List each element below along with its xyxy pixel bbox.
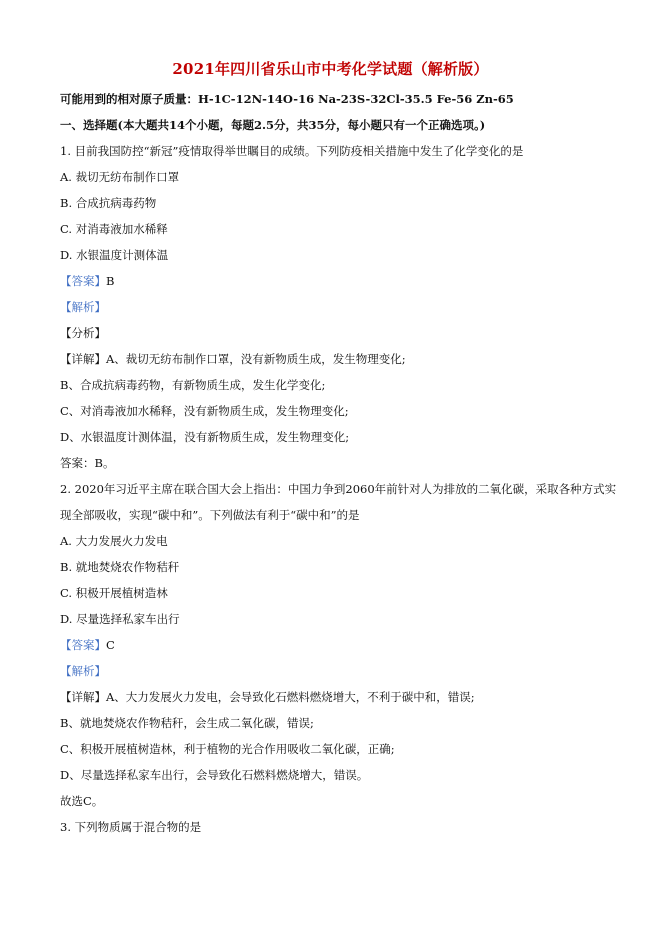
q1-detail-c: C、对消毒液加水稀释，没有新物质生成，发生物理变化; xyxy=(60,404,349,418)
q2-detail-d: D、尽量选择私家车出行，会导致化石燃料燃烧增大，错误。 xyxy=(60,768,369,782)
q1-option-b: B. 合成抗病毒药物 xyxy=(60,196,157,210)
q2-detail-b: B、就地焚烧农作物秸秆，会生成二氧化碳，错误; xyxy=(60,716,314,730)
q2-answer-tag: 【答案】 xyxy=(60,638,106,652)
q1-conclusion: 答案：B。 xyxy=(60,456,115,470)
document-title: 2021年四川省乐山市中考化学试题（解析版） xyxy=(172,60,489,78)
q2-option-b: B. 就地焚烧农作物秸秆 xyxy=(60,560,180,574)
q1-answer xyxy=(60,273,114,289)
q2-analysis-tag: 【解析】 xyxy=(60,664,106,678)
q3-stem: 3. 下列物质属于混合物的是 xyxy=(60,820,202,834)
q1-detail-a-text: A、裁切无纺布制作口罩，没有新物质生成，发生物理变化; xyxy=(106,352,406,366)
q1-option-d: D. 水银温度计测体温 xyxy=(60,248,169,262)
section-heading: 一、选择题(本大题共14个小题，每题2.5分，共35分，每小题只有一个正确选项。) xyxy=(60,118,486,132)
q1-option-c: C. 对消毒液加水稀释 xyxy=(60,222,168,236)
q2-answer xyxy=(60,637,115,653)
q1-answer-value: B xyxy=(106,274,115,288)
q1-detail-d: D、水银温度计测体温，没有新物质生成，发生物理变化; xyxy=(60,430,350,444)
q2-detail-c: C、积极开展植树造林，利于植物的光合作用吸收二氧化碳，正确; xyxy=(60,742,395,756)
q2-stem-line2: 现全部吸收，实现“碳中和”。下列做法有利于“碳中和”的是 xyxy=(60,508,360,522)
q2-detail-a xyxy=(60,689,475,705)
q1-answer-tag: 【答案】 xyxy=(60,274,106,288)
q1-stem: 1. 目前我国防控“新冠”疫情取得举世瞩目的成绩。下列防疫相关措施中发生了化学变化的是 xyxy=(60,144,524,158)
q2-option-a: A. 大力发展火力发电 xyxy=(60,534,168,548)
q1-detail-a xyxy=(60,351,406,367)
q1-analysis-tag: 【解析】 xyxy=(60,300,106,314)
q2-detail-a-text: A、大力发展火力发电，会导致化石燃料燃烧增大，不利于碳中和，错误; xyxy=(106,690,475,704)
q2-option-d: D. 尽量选择私家车出行 xyxy=(60,612,180,626)
q2-detail-tag: 【详解】 xyxy=(60,690,106,704)
q2-stem-line1: 2. 2020年习近平主席在联合国大会上指出：中国力争到2060年前针对人为排放的二氧化碳，采取各种方式实 xyxy=(60,482,617,496)
q2-option-c: C. 积极开展植树造林 xyxy=(60,586,168,600)
q2-answer-value: C xyxy=(106,638,115,652)
q1-option-a: A. 裁切无纺布制作口罩 xyxy=(60,170,180,184)
q1-detail-b: B、合成抗病毒药物，有新物质生成，发生化学变化; xyxy=(60,378,326,392)
q2-conclusion: 故选C。 xyxy=(60,794,104,808)
q1-detail-tag: 【详解】 xyxy=(60,352,106,366)
q1-fenxi: 【分析】 xyxy=(60,326,106,340)
atomic-mass-line: 可能用到的相对原子质量：H-1C-12N-14O-16 Na-23S-32Cl-35.5 Fe-56 Zn-65 xyxy=(60,92,514,106)
